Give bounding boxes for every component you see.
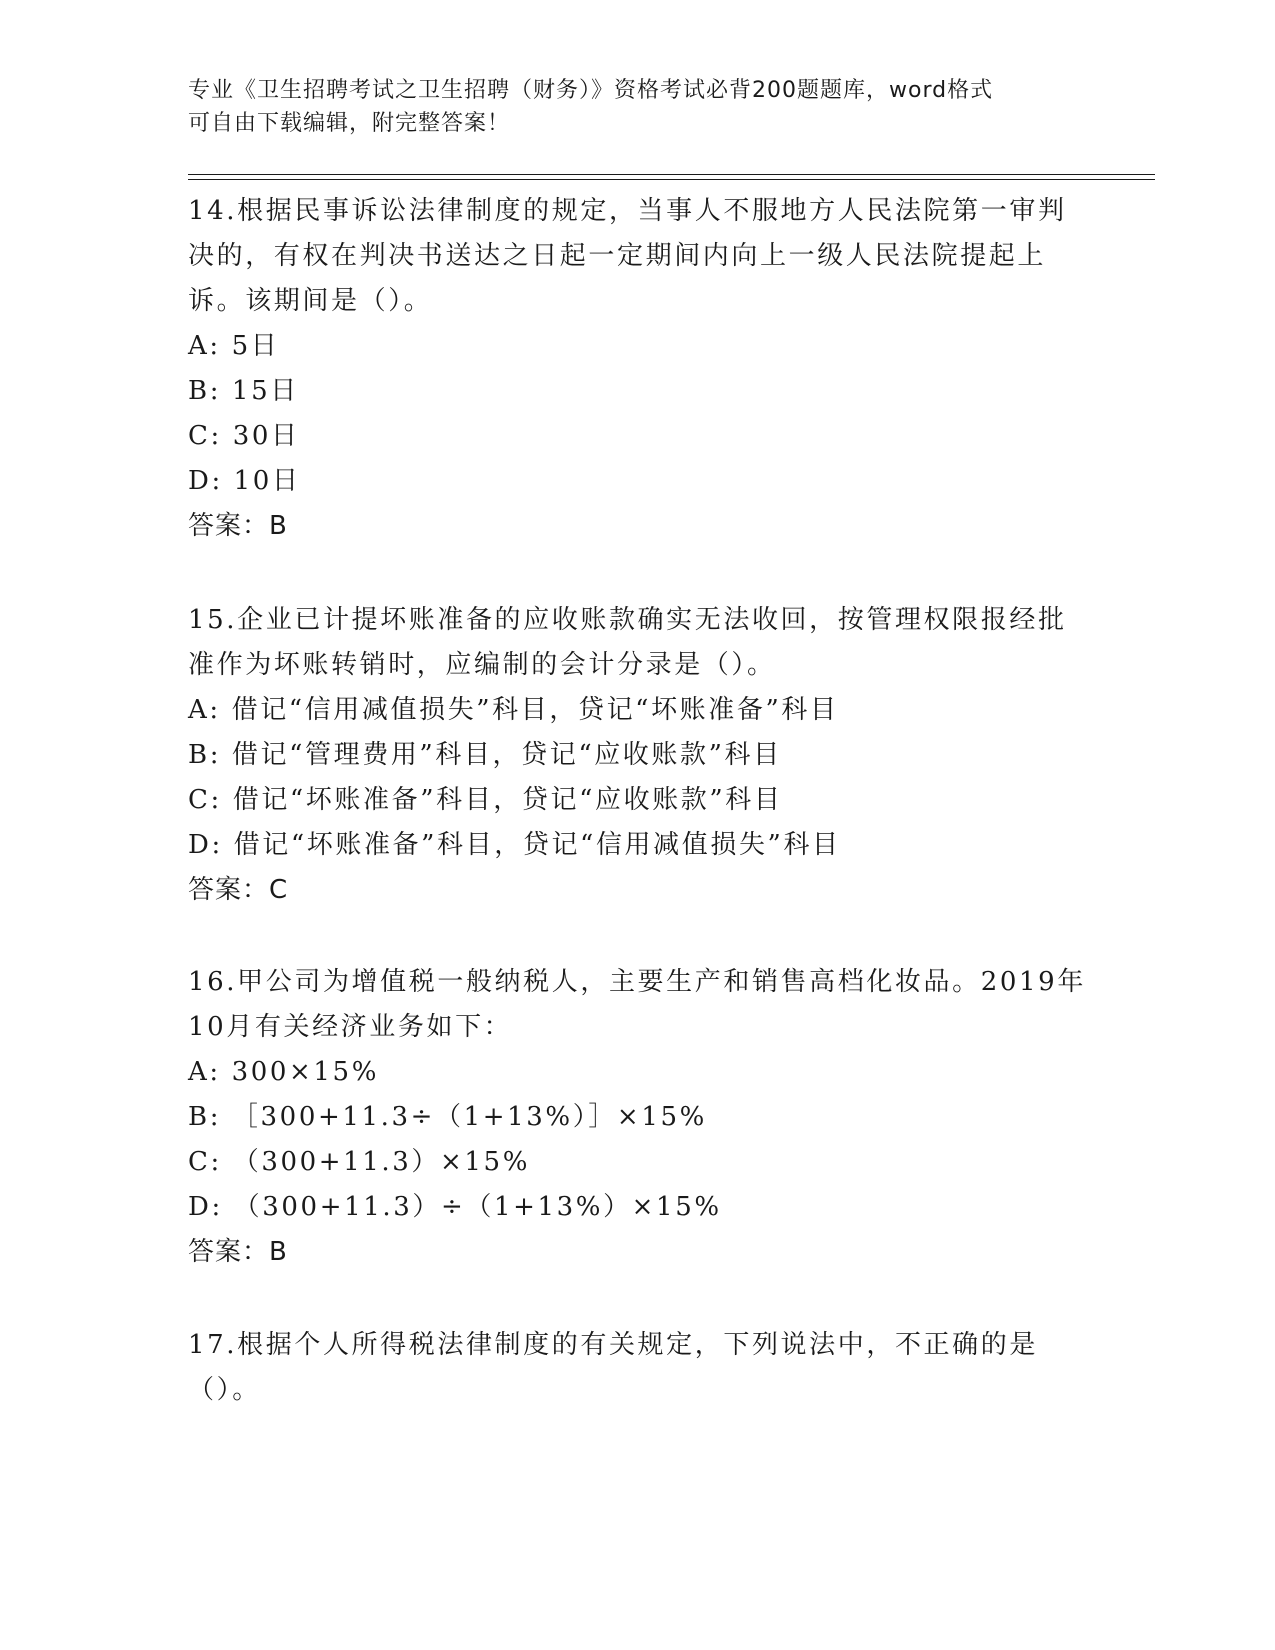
option-c: C: 借记“坏账准备”科目，贷记“应收账款”科目 bbox=[188, 785, 783, 815]
option-a: A: 5日 bbox=[188, 331, 280, 361]
question-stem: 16.甲公司为增值税一般纳税人，主要生产和销售高档化妆品。2019年10月有关经济业务如下： bbox=[188, 967, 1086, 1042]
option-c: C: （300+11.3）×15% bbox=[188, 1147, 530, 1177]
option-b: B: ［300+11.3÷（1+13%）］×15% bbox=[188, 1102, 707, 1132]
option-a: A: 借记“信用减值损失”科目，贷记“坏账准备”科目 bbox=[188, 695, 839, 725]
question-stem: 15.企业已计提坏账准备的应收账款确实无法收回，按管理权限报经批准作为坏账转销时，应编制的会计分录是（）。 bbox=[188, 605, 1067, 680]
answer: 答案：B bbox=[188, 1237, 288, 1267]
question-14 bbox=[188, 189, 1088, 549]
document-header bbox=[188, 74, 1068, 140]
option-b: B: 借记“管理费用”科目，贷记“应收账款”科目 bbox=[188, 740, 782, 770]
question-15 bbox=[188, 598, 1088, 913]
header-divider-top bbox=[188, 174, 1155, 175]
header-line-1: 专业《卫生招聘考试之卫生招聘（财务）》资格考试必背200题题库，word格式 bbox=[188, 78, 994, 103]
option-b: B: 15日 bbox=[188, 376, 299, 406]
answer: 答案：B bbox=[188, 511, 288, 541]
option-d: D: 10日 bbox=[188, 466, 301, 496]
option-d: D: 借记“坏账准备”科目，贷记“信用减值损失”科目 bbox=[188, 830, 841, 860]
option-c: C: 30日 bbox=[188, 421, 300, 451]
question-stem: 17.根据个人所得税法律制度的有关规定，下列说法中，不正确的是（）。 bbox=[188, 1330, 1038, 1405]
option-a: A: 300×15% bbox=[188, 1057, 380, 1087]
answer: 答案：C bbox=[188, 875, 289, 905]
question-stem: 14.根据民事诉讼法律制度的规定，当事人不服地方人民法院第一审判决的，有权在判决书送达之日起一定期间内向上一级人民法院提起上诉。该期间是（）。 bbox=[188, 196, 1067, 316]
question-16 bbox=[188, 960, 1088, 1275]
option-d: D: （300+11.3）÷（1+13%）×15% bbox=[188, 1192, 722, 1222]
header-line-2: 可自由下载编辑，附完整答案！ bbox=[188, 111, 511, 136]
header-divider-bottom bbox=[188, 179, 1155, 180]
question-17 bbox=[188, 1323, 1088, 1413]
